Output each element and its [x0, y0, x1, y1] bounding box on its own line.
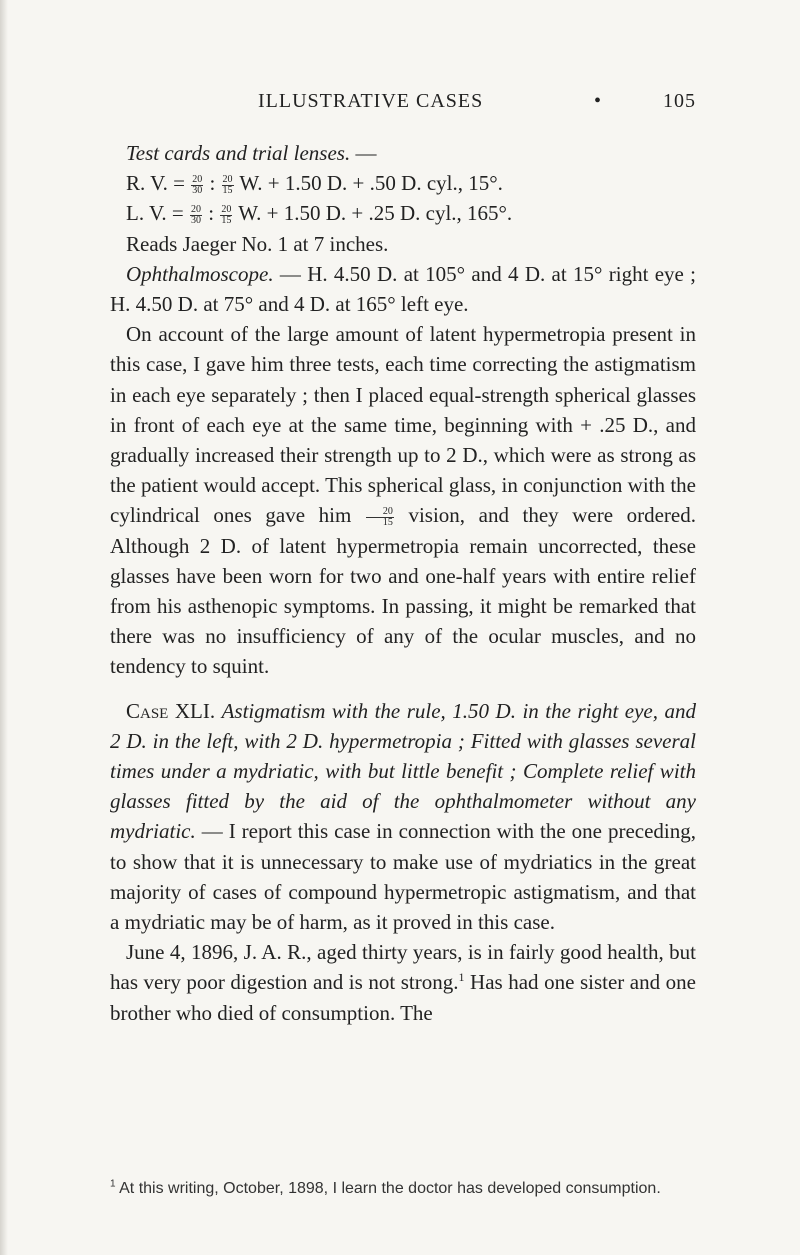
- running-head: [110, 90, 696, 120]
- test-heading: Test cards and trial lenses. —: [126, 141, 377, 165]
- body-text: [110, 138, 696, 1028]
- fraction: $\frac{20}{30}$: [191, 204, 201, 227]
- jaeger-line: Reads Jaeger No. 1 at 7 inches.: [126, 231, 389, 256]
- right-eye-vision: R. V. = $\frac{20}{30}$ : $\frac{20}{15}$ W. + 1.50 D. + .50 D. cyl., 15°.: [126, 171, 503, 196]
- footnote-ref: 1: [458, 970, 465, 985]
- running-title: ILLUSTRATIVE CASES: [258, 90, 484, 112]
- fraction: $\frac{20}{30}$: [192, 173, 203, 196]
- fraction: $\frac{20}{15}$: [366, 507, 394, 528]
- treatment-paragraph: On account of the large amount of latent hypermetropia present in this case, I gave him three tests, each time correcting the astigmatism in each eye separately ; then I placed equal-strength spherical glasses in front of each eye at the same time, beginning with + .25 D., and gradually increased their strength up to 2 D., which were as strong as the patient would accept. This spherical glass, in conjunction with the cylindrical ones gave him $\frac{20}{15}$ vision, and they were ordered. Although 2 D. of latent hypermetropia remain uncorrected, these glasses have been worn for two and one-half years with entire relief from his asthenopic symptoms. In passing, it might be remarked that there was no insufficiency of any of the ocular muscles, and no tendency to squint.: [110, 322, 696, 679]
- left-eye-vision: L. V. = $\frac{20}{30}$ : $\frac{20}{15}$ W. + 1.50 D. + .25 D. cyl., 165°.: [126, 201, 513, 227]
- case-label: Case XLI.: [126, 698, 216, 723]
- case-title: Astigmatism with the rule, 1.50 D. in the right eye, and 2 D. in the left, with 2 D. hypermetropia ; Fitted with glasses several times under a mydriatic, with but little benefit ; Complete relief with glasses fitted by the aid of the ophthalmometer without any mydriatic.: [110, 698, 696, 844]
- ophthalmoscope-paragraph: Ophthalmoscope. — H. 4.50 D. at 105° and 4 D. at 15° right eye ; H. 4.50 D. at 75° and 4 D. at 165° left eye.: [110, 261, 696, 317]
- footnote: $^1$ At this writing, October, 1898, I learn the doctor has developed consumption.: [110, 1178, 661, 1197]
- case-paragraph: Case XLI. Astigmatism with the rule, 1.50 D. in the right eye, and 2 D. in the left, with 2 D. hypermetropia ; Fitted with glasses several times under a mydriatic, with but little benefit ; Complete relief with glasses fitted by the aid of the ophthalmometer without any mydriatic. — I report this case in connection with the one preceding, to show that it is unnecessary to make use of mydriatics in the great majority of cases of compound hypermetropic astigmatism, and that a mydriatic may be of harm, as it proved in this case.: [110, 698, 696, 935]
- running-bullet: •: [594, 90, 603, 112]
- fraction: $\frac{20}{15}$: [222, 173, 233, 196]
- page-number: 105: [663, 90, 696, 112]
- fraction: $\frac{20}{15}$: [221, 204, 232, 227]
- history-paragraph: June 4, 1896, J. A. R., aged thirty years, is in fairly good health, but has very poor digestion and is not strong.$^1$ Has had one sister and one brother who died of consumption. The: [110, 940, 696, 1025]
- page-edge: [0, 0, 8, 1255]
